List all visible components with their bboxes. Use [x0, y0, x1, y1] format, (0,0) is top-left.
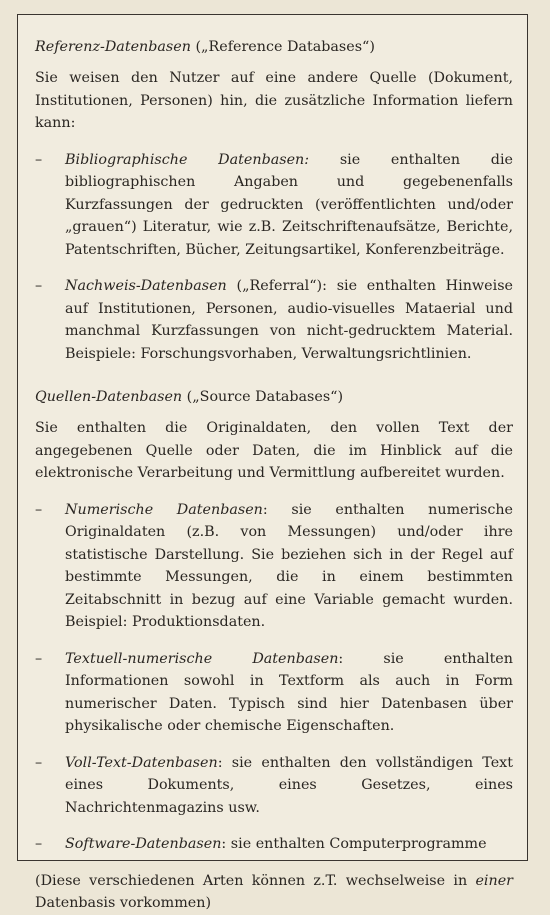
item-term: Voll-Text-Datenbasen [65, 754, 218, 771]
item-text: : sie enthalten numerische Originaldaten (z.B. von Messungen) und/oder ihre statistische Darstellung. Sie beziehen sich in der Regel auf bestimmte Messungen, die in einem bestimmten Zeitabschnitt in bezug auf eine Variable gemacht wurden. Beispiel: Produktionsdaten. [65, 501, 514, 630]
dash-bullet: – [35, 836, 43, 852]
item-term: Software-Datenbasen [65, 836, 222, 852]
item-term: Nachweis-Datenbasen [65, 278, 227, 294]
list-item [35, 149, 513, 262]
item-term: Bibliographische Datenbasen: [65, 151, 310, 168]
section-heading-source [35, 387, 513, 408]
heading-term: Referenz-Datenbasen [35, 39, 191, 55]
section-intro-source: Sie enthalten die Originaldaten, den vollen Text der angegebenen Quelle oder Daten, die im Hinblick auf die elektronische Verarbeitung und Vermittlung aufbereitet wurden. [35, 420, 513, 481]
item-term: Numerische Datenbasen [65, 501, 263, 518]
closing-after: Datenbasis vorkommen) [35, 895, 212, 911]
list-item [35, 833, 513, 856]
list-item [35, 752, 513, 820]
closing-before: (Diese verschiedenen Arten können z.T. wechselweise in [35, 872, 476, 889]
dash-bullet: – [35, 151, 43, 168]
heading-rest: („Source Databases“) [182, 389, 344, 405]
item-term: Textuell-numerische Datenbasen [65, 650, 339, 667]
item-text: : sie enthalten Computerprogramme [221, 836, 487, 852]
item-text: („Referral“): sie enthalten Hinweise auf Institutionen, Personen, audio-visuelles Mataerial und manchmal Kurzfassungen von nicht-gedrucktem Material. Beispiele: Forschungsvorhaben, Verwaltungsrichtlinien. [65, 278, 513, 362]
list-item [35, 499, 513, 634]
dash-bullet: – [35, 278, 43, 294]
closing-note [35, 870, 513, 915]
list-item [35, 275, 513, 365]
item-text: sie enthalten die bibliographischen Angaben und gegebenenfalls Kurzfassungen der gedruckten (veröffentlichten und/oder „grauen“) Literatur, wie z.B. Zeitschriftenaufsätze, Berichte, Patentschriften, Bücher, Zeitungsartikel, Konferenzbeiträge. [65, 151, 513, 258]
dash-bullet: – [35, 754, 43, 771]
heading-term: Quellen-Datenbasen [35, 389, 183, 405]
document-frame [17, 14, 528, 911]
closing-emphasis: einer [475, 872, 513, 889]
section-intro-reference: Sie weisen den Nutzer auf eine andere Quelle (Dokument, Institutionen, Personen) hin, die zusätzliche Information liefern kann: [35, 70, 513, 131]
list-item [35, 648, 513, 738]
dash-bullet: – [35, 501, 43, 518]
dash-bullet: – [35, 650, 43, 667]
item-text: : sie enthalten den vollständigen Text eines Dokuments, eines Gesetzes, eines Nachrichtenmagazins usw. [65, 754, 513, 816]
section-heading-reference [35, 37, 513, 58]
item-text: : sie enthalten Informationen sowohl in Textform als auch in Form numerischer Daten. Typisch sind hier Datenbasen über physikalische oder chemische Eigenschaften. [65, 650, 513, 734]
heading-rest: („Reference Databases“) [190, 39, 375, 55]
